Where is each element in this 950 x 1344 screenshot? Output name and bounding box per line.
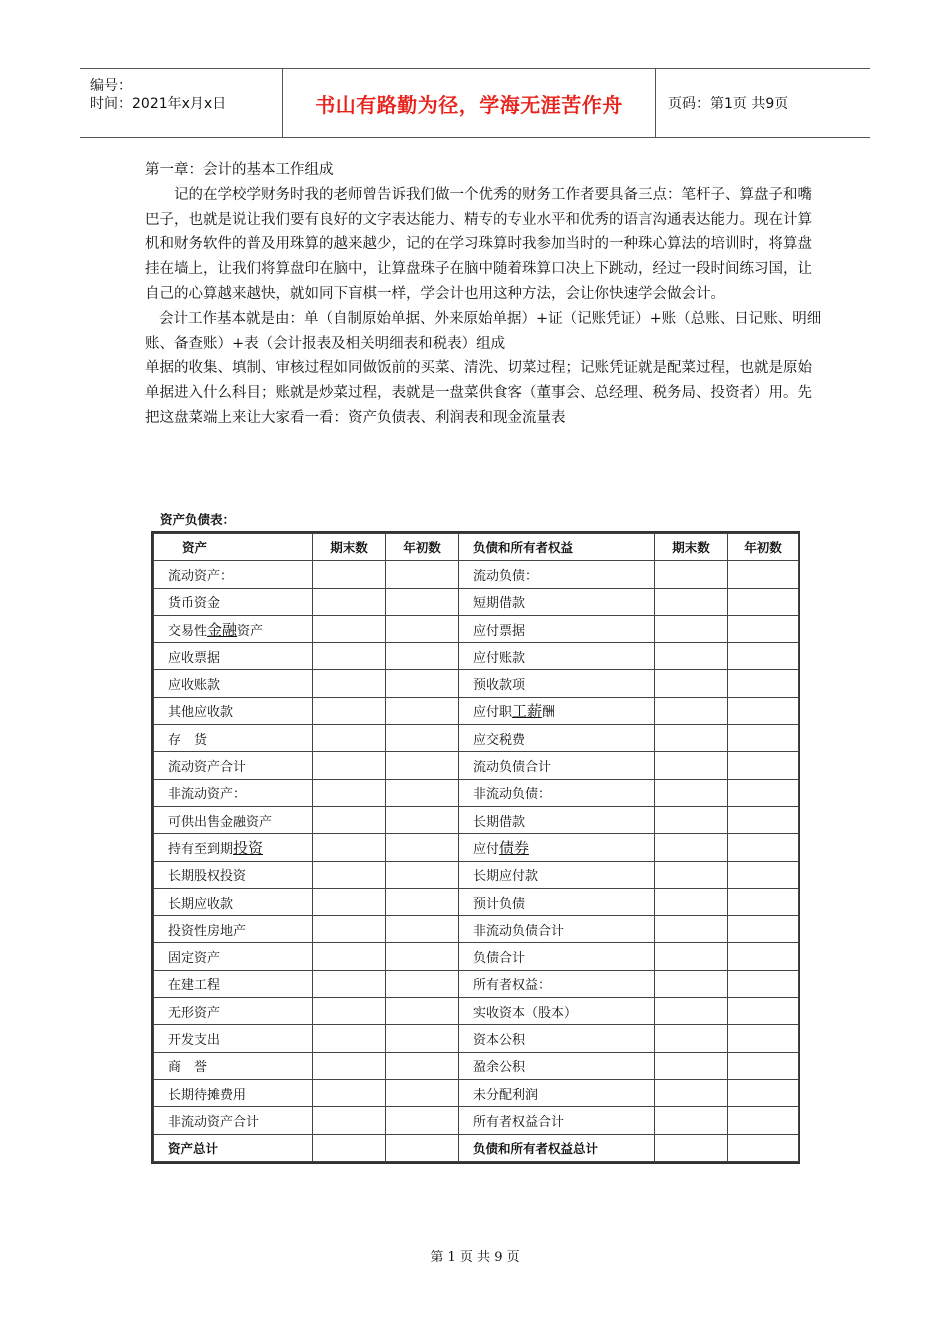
table-row	[154, 670, 799, 697]
liability-end-value	[655, 1134, 728, 1161]
asset-end-value	[313, 1134, 386, 1161]
table-row	[154, 916, 799, 943]
col-header-end-2: 期末数	[655, 534, 728, 561]
asset-begin-value	[386, 615, 459, 642]
table-row	[154, 615, 799, 642]
asset-item: 在建工程	[154, 970, 313, 997]
asset-end-value	[313, 916, 386, 943]
asset-item: 非流动资产：	[154, 779, 313, 806]
col-header-begin-2: 年初数	[728, 534, 799, 561]
liability-end-value	[655, 970, 728, 997]
asset-item: 商 誉	[154, 1052, 313, 1079]
liability-begin-value	[728, 861, 799, 888]
liability-begin-value	[728, 916, 799, 943]
table-row	[154, 888, 799, 915]
liability-begin-value	[728, 970, 799, 997]
page-footer: 第 1 页 共 9 页	[430, 1250, 520, 1265]
asset-item: 长期应收款	[154, 888, 313, 915]
date-label: 时间：2021年x月x日	[90, 96, 227, 112]
liability-end-value	[655, 1107, 728, 1134]
asset-begin-value	[386, 1052, 459, 1079]
liability-end-value	[655, 1025, 728, 1052]
asset-begin-value	[386, 998, 459, 1025]
asset-end-value	[313, 834, 386, 861]
liability-end-value	[655, 806, 728, 833]
asset-end-value	[313, 615, 386, 642]
motto: 书山有路勤为径，学海无涯苦作舟	[315, 92, 623, 117]
asset-end-value	[313, 561, 386, 588]
liability-item: 负债和所有者权益总计	[459, 1134, 655, 1161]
liability-item: 流动负债合计	[459, 752, 655, 779]
header-page-cell	[656, 69, 870, 137]
table-row	[154, 806, 799, 833]
table-row	[154, 834, 799, 861]
liability-item: 所有者权益：	[459, 970, 655, 997]
liability-end-value	[655, 697, 728, 724]
asset-end-value	[313, 752, 386, 779]
asset-end-value	[313, 970, 386, 997]
asset-item: 无形资产	[154, 998, 313, 1025]
table-row	[154, 998, 799, 1025]
liability-item: 应付账款	[459, 643, 655, 670]
liability-item: 应付职工薪酬	[459, 697, 655, 724]
asset-item: 持有至到期投资	[154, 834, 313, 861]
asset-item: 投资性房地产	[154, 916, 313, 943]
asset-item: 交易性金融资产	[154, 615, 313, 642]
liability-item: 预计负债	[459, 888, 655, 915]
liability-item: 未分配利润	[459, 1079, 655, 1106]
liability-item: 资本公积	[459, 1025, 655, 1052]
liability-item: 负债合计	[459, 943, 655, 970]
asset-begin-value	[386, 1079, 459, 1106]
liability-item: 所有者权益合计	[459, 1107, 655, 1134]
liability-begin-value	[728, 1134, 799, 1161]
col-header-begin-1: 年初数	[386, 534, 459, 561]
table-row	[154, 943, 799, 970]
body-text	[145, 158, 825, 431]
liability-begin-value	[728, 615, 799, 642]
liability-end-value	[655, 588, 728, 615]
asset-item: 非流动资产合计	[154, 1107, 313, 1134]
liability-end-value	[655, 615, 728, 642]
balance-sheet-caption: 资产负债表：	[160, 512, 236, 527]
liability-end-value	[655, 861, 728, 888]
asset-item: 应收票据	[154, 643, 313, 670]
asset-begin-value	[386, 725, 459, 752]
liability-end-value	[655, 888, 728, 915]
asset-end-value	[313, 943, 386, 970]
col-header-end-1: 期末数	[313, 534, 386, 561]
liability-begin-value	[728, 1107, 799, 1134]
table-row	[154, 1134, 799, 1161]
liability-item: 长期应付款	[459, 861, 655, 888]
page-label: 页码：第1页 共9页	[668, 96, 789, 112]
liability-end-value	[655, 752, 728, 779]
liability-begin-value	[728, 1079, 799, 1106]
asset-begin-value	[386, 861, 459, 888]
table-row	[154, 1107, 799, 1134]
liability-end-value	[655, 670, 728, 697]
table-row	[154, 1052, 799, 1079]
table-row	[154, 561, 799, 588]
liability-item: 盈余公积	[459, 1052, 655, 1079]
paragraph-3: 单据的收集、填制、审核过程如同做饭前的买菜、清洗、切菜过程；记账凭证就是配菜过程，也就是原始单据进入什么科目；账就是炒菜过程，表就是一盘菜供食客（董事会、总经理、税务局、投资者）用。先把这盘菜端上来让大家看一看：资产负债表、利润表和现金流量表	[145, 360, 812, 426]
table-row	[154, 643, 799, 670]
liability-end-value	[655, 998, 728, 1025]
asset-item: 长期待摊费用	[154, 1079, 313, 1106]
asset-begin-value	[386, 834, 459, 861]
liability-item: 非流动负债合计	[459, 916, 655, 943]
asset-end-value	[313, 1079, 386, 1106]
asset-end-value	[313, 779, 386, 806]
liability-begin-value	[728, 888, 799, 915]
paragraph-1: 记的在学校学财务时我的老师曾告诉我们做一个优秀的财务工作者要具备三点：笔杆子、算盘子和嘴巴子，也就是说让我们要有良好的文字表达能力、精专的专业水平和优秀的语言沟通表达能力。现在计算机和财务软件的普及用珠算的越来越少，记的在学习珠算时我参加当时的一种珠心算法的培训时，将算盘挂在墙上，让我们将算盘印在脑中，让算盘珠子在脑中随着珠算口决上下跳动，经过一段时间练习国，让自己的心算越来越快，就如同下盲棋一样，学会计也用这种方法，会让你快速学会做会计。	[145, 186, 812, 302]
liability-begin-value	[728, 806, 799, 833]
liability-end-value	[655, 779, 728, 806]
liability-begin-value	[728, 561, 799, 588]
liability-begin-value	[728, 725, 799, 752]
table-row	[154, 697, 799, 724]
liability-begin-value	[728, 697, 799, 724]
asset-end-value	[313, 998, 386, 1025]
asset-item: 开发支出	[154, 1025, 313, 1052]
asset-item: 长期股权投资	[154, 861, 313, 888]
asset-item: 货币资金	[154, 588, 313, 615]
header-left-cell	[80, 69, 283, 137]
liability-begin-value	[728, 834, 799, 861]
asset-item: 可供出售金融资产	[154, 806, 313, 833]
asset-end-value	[313, 588, 386, 615]
table-row	[154, 970, 799, 997]
asset-item: 应收账款	[154, 670, 313, 697]
table-row	[154, 779, 799, 806]
liability-end-value	[655, 725, 728, 752]
document-header	[80, 68, 870, 138]
asset-item: 资产总计	[154, 1134, 313, 1161]
liability-end-value	[655, 643, 728, 670]
asset-end-value	[313, 670, 386, 697]
asset-end-value	[313, 861, 386, 888]
asset-begin-value	[386, 916, 459, 943]
table-row	[154, 1079, 799, 1106]
col-header-assets: 资产	[154, 534, 313, 561]
liability-item: 应付票据	[459, 615, 655, 642]
liability-begin-value	[728, 1025, 799, 1052]
balance-sheet-table	[151, 531, 800, 1164]
asset-begin-value	[386, 806, 459, 833]
paragraph-2: 会计工作基本就是由：单（自制原始单据、外来原始单据）+证（记账凭证）+账（总账、日记账、明细账、备查账）+表（会计报表及相关明细表和税表）组成	[145, 310, 822, 352]
liability-begin-value	[728, 588, 799, 615]
liability-begin-value	[728, 779, 799, 806]
asset-end-value	[313, 1107, 386, 1134]
liability-begin-value	[728, 1052, 799, 1079]
asset-begin-value	[386, 752, 459, 779]
asset-begin-value	[386, 670, 459, 697]
asset-begin-value	[386, 1134, 459, 1161]
asset-begin-value	[386, 588, 459, 615]
liability-item: 非流动负债：	[459, 779, 655, 806]
asset-end-value	[313, 888, 386, 915]
liability-item: 短期借款	[459, 588, 655, 615]
liability-item: 应付债券	[459, 834, 655, 861]
chapter-title: 第一章：会计的基本工作组成	[145, 162, 334, 178]
table-row	[154, 725, 799, 752]
liability-item: 预收款项	[459, 670, 655, 697]
asset-end-value	[313, 643, 386, 670]
liability-begin-value	[728, 943, 799, 970]
asset-item: 流动资产：	[154, 561, 313, 588]
liability-end-value	[655, 834, 728, 861]
asset-end-value	[313, 1052, 386, 1079]
asset-begin-value	[386, 1107, 459, 1134]
asset-item: 存 货	[154, 725, 313, 752]
asset-end-value	[313, 1025, 386, 1052]
asset-begin-value	[386, 643, 459, 670]
col-header-liabilities: 负债和所有者权益	[459, 534, 655, 561]
number-label: 编号：	[90, 78, 132, 94]
liability-end-value	[655, 943, 728, 970]
liability-item: 实收资本（股本）	[459, 998, 655, 1025]
header-motto-cell	[283, 69, 656, 137]
liability-item: 长期借款	[459, 806, 655, 833]
table-header-row	[154, 534, 799, 561]
asset-begin-value	[386, 888, 459, 915]
asset-begin-value	[386, 943, 459, 970]
asset-end-value	[313, 725, 386, 752]
table-row	[154, 861, 799, 888]
liability-begin-value	[728, 752, 799, 779]
liability-end-value	[655, 1052, 728, 1079]
asset-begin-value	[386, 970, 459, 997]
liability-begin-value	[728, 998, 799, 1025]
liability-begin-value	[728, 643, 799, 670]
asset-end-value	[313, 697, 386, 724]
asset-item: 其他应收款	[154, 697, 313, 724]
table-row	[154, 752, 799, 779]
liability-item: 应交税费	[459, 725, 655, 752]
table-row	[154, 588, 799, 615]
table-row	[154, 1025, 799, 1052]
asset-begin-value	[386, 561, 459, 588]
liability-end-value	[655, 916, 728, 943]
liability-item: 流动负债：	[459, 561, 655, 588]
asset-begin-value	[386, 1025, 459, 1052]
asset-begin-value	[386, 779, 459, 806]
asset-end-value	[313, 806, 386, 833]
liability-end-value	[655, 561, 728, 588]
asset-begin-value	[386, 697, 459, 724]
liability-end-value	[655, 1079, 728, 1106]
liability-begin-value	[728, 670, 799, 697]
asset-item: 流动资产合计	[154, 752, 313, 779]
asset-item: 固定资产	[154, 943, 313, 970]
